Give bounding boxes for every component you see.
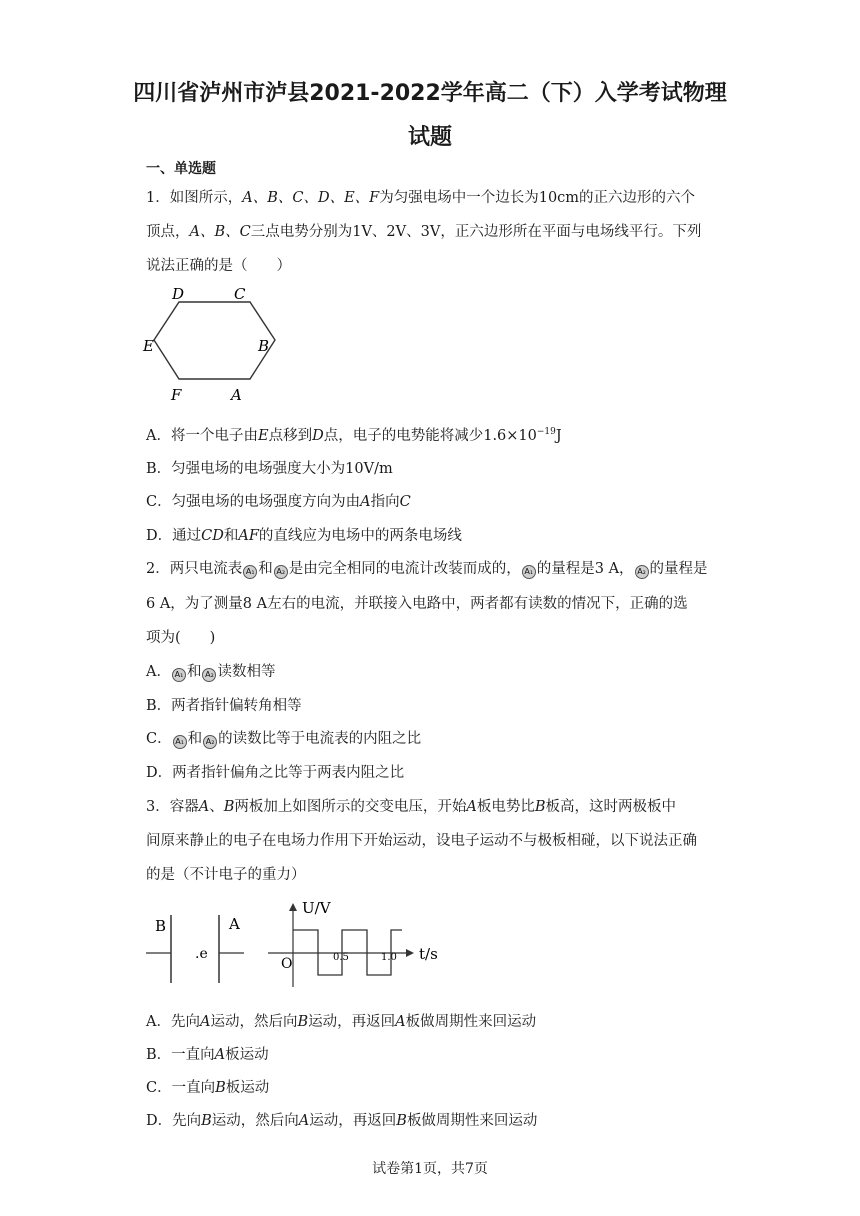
q3-option-d: D．先向B运动，然后向A运动，再返回B板做周期性来回运动 xyxy=(146,1113,538,1129)
ammeter-a1-icon: A₁ xyxy=(243,565,257,579)
q2-line2: 6 A，为了测量8 A左右的电流，并联接入电路中，两者都有读数的情况下，正确的选 xyxy=(146,596,688,612)
q1-line2: 顶点，A、B、C三点电势分别为1V、2V、3V，正六边形所在平面与电场线平行。下列 xyxy=(146,224,702,240)
axis-t-label: t/s xyxy=(419,945,438,963)
ammeter-a2-icon: A₂ xyxy=(203,735,217,749)
ammeter-a2-icon: A₂ xyxy=(274,565,288,579)
q1-option-b: B．匀强电场的电场强度大小为10V/m xyxy=(146,461,393,477)
origin-label: O xyxy=(281,956,293,972)
q2-option-c: C． A₁ 和 A₂ 的读数比等于电流表的内阻之比 xyxy=(146,731,422,747)
q3-option-a: A．先向A运动，然后向B运动，再返回A板做周期性来回运动 xyxy=(146,1014,537,1030)
page-footer: 试卷第1页，共7页 xyxy=(372,1161,488,1177)
plate-a-label: A xyxy=(229,915,240,933)
tick-0-5: 0.5 xyxy=(333,952,349,963)
q2-line3: 项为( ) xyxy=(146,630,216,646)
exam-title-line1: 四川省泸州市泸县2021-2022学年高二（下）入学考试物理 xyxy=(133,81,727,106)
capacitor-voltage-figure xyxy=(140,895,460,995)
exam-title-line2: 试题 xyxy=(407,125,452,150)
q2-option-a: A． A₁ 和 A₂ 读数相等 xyxy=(146,664,276,680)
hex-label-D: D xyxy=(172,285,185,303)
q1-option-d: D．通过CD和AF的直线应为电场中的两条电场线 xyxy=(146,528,462,544)
plate-b-label: B xyxy=(155,917,167,935)
q1-option-c: C．匀强电场的电场强度方向为由A指向C xyxy=(146,494,411,510)
ammeter-a1-icon: A₁ xyxy=(522,565,536,579)
ammeter-a2-icon: A₂ xyxy=(202,668,216,682)
q2-option-d: D．两者指针偏角之比等于两表内阻之比 xyxy=(146,765,405,781)
electron-label: .e xyxy=(195,946,208,962)
q1-option-a: A．将一个电子由E点移到D点，电子的电势能将减少$1.6\times 10^{-19}J$ xyxy=(146,427,562,444)
ammeter-a1-icon: A₁ xyxy=(173,735,187,749)
q3-option-b: B．一直向A板运动 xyxy=(146,1047,269,1063)
q3-line3: 的是（不计电子的重力） xyxy=(146,867,306,883)
q3-option-c: C．一直向B板运动 xyxy=(146,1080,270,1096)
hex-label-E: E xyxy=(143,337,154,355)
ammeter-a1-icon: A₁ xyxy=(172,668,186,682)
hex-label-B: B xyxy=(258,337,270,355)
q1-line1: 1．如图所示，A、B、C、D、E、F为匀强电场中一个边长为10cm的正六边形的六个 xyxy=(146,190,696,206)
hexagon-figure xyxy=(140,282,280,407)
hex-label-A: A xyxy=(231,386,242,404)
ammeter-a2-icon: A₂ xyxy=(635,565,649,579)
hex-label-C: C xyxy=(234,285,246,303)
q2-option-b: B．两者指针偏转角相等 xyxy=(146,698,302,714)
q2-line1: 2．两只电流表 A₁ 和 A₂ 是由完全相同的电流计改装而成的， A₁ 的量程是3 A， A₂ 的量程是 xyxy=(146,561,708,577)
q3-line1: 3．容器A、B两板加上如图所示的交变电压，开始A板电势比B板高，这时两极板中 xyxy=(146,799,677,815)
q1-line3: 说法正确的是（ ） xyxy=(146,258,291,274)
hex-label-F: F xyxy=(171,386,182,404)
q3-line2: 间原来静止的电子在电场力作用下开始运动，设电子运动不与极板相碰，以下说法正确 xyxy=(146,833,697,849)
axis-u-label: U/V xyxy=(302,899,331,917)
section-heading-single-choice: 一、单选题 xyxy=(146,161,216,177)
tick-1-0: 1.0 xyxy=(381,952,397,963)
